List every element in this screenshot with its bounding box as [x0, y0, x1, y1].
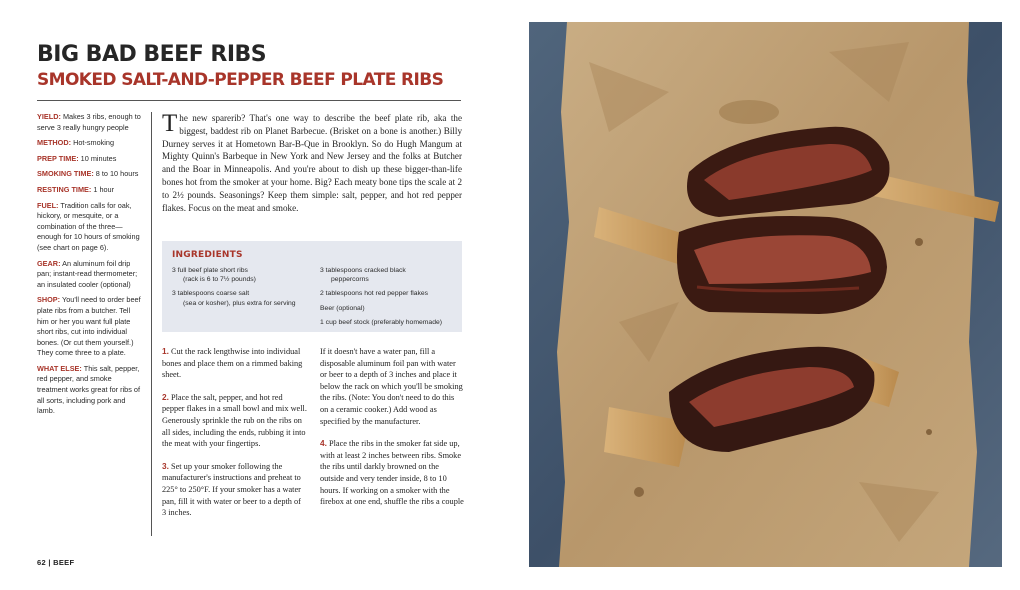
recipe-subtitle: SMOKED SALT-AND-PEPPER BEEF PLATE RIBS [37, 70, 444, 90]
ingredient-item: 2 tablespoons hot red pepper flakes [320, 290, 429, 298]
intro-text: he new sparerib? That's one way to describe the beef plate rib, aka the biggest, baddest rib on Planet Barbecue. (Brisket on a bone is another.) Billy Durney serves it at Hometown Bar-B-Que in Brooklyn. So do Hugh Mangum at Mighty Quinn's Barbeque in New York and New Jersey and the folks at Butcher and the Boar in Minneapolis. And you're about to dish up these bigger-than-life bones hot from the smoker at your home. Big? Each meaty bone tips the scale at 2 to 2½ pounds. Seasonings? Keep them simple: salt, pepper, and hot red pepper flakes. Focus on the meat and smoke. [162, 113, 462, 213]
section-name: BEEF [53, 558, 75, 567]
step-3: 3. Set up your smoker following the manufacturer's instructions and preheat to 225° to 250°F. If your smoker has a water pan, fill it with water or beer to a depth of 3 inches. [162, 460, 301, 518]
method-info: METHOD: Hot-smoking [37, 138, 115, 148]
intro-paragraph [162, 112, 462, 214]
ingredient-item: 1 cup beef stock (preferably homemade) [320, 318, 443, 326]
step-3-continued: If it doesn't have a water pan, fill a disposable aluminum foil pan with water or beer to a depth of 3 inches and place it below the rack on which you'll be smoking the ribs. (Note: You don't need to do this on a ceramic cooker.) Add wood as specified by the manufacturer. [320, 347, 463, 426]
page-number: 62 [37, 558, 46, 567]
shop-info: SHOP: You'll need to order beef plate ribs from a butcher. Tell him or her you want full plate short ribs, cut into individual bones. (Or cut them yourself.) They come three to a plate. [37, 295, 141, 358]
ingredients-heading: INGREDIENTS [172, 250, 243, 260]
prep-time-info: PREP TIME: 10 minutes [37, 153, 117, 163]
resting-time-info: RESTING TIME: 1 hour [37, 184, 115, 194]
ingredients-column-left [172, 266, 312, 313]
steps-column-right [320, 346, 464, 519]
step-4: 4. Place the ribs in the smoker fat side up, with at least 2 inches between ribs. Smoke the ribs until darkly browned on the outside and very tender inside, 8 to 10 hours. If working on a smoker with the firebox at one end, shuffle the ribs a couple [320, 438, 464, 507]
recipe-info-sidebar [37, 112, 141, 422]
yield-info: YIELD: Makes 3 ribs, enough to serve 3 really hungry people [37, 112, 141, 132]
what-else-info: WHAT ELSE: This salt, pepper, red pepper, and smoke treatment works great for ribs of all sorts, including pork and lamb. [37, 363, 141, 416]
smoking-time-info: SMOKING TIME: 8 to 10 hours [37, 169, 139, 179]
gear-info: GEAR: An aluminum foil drip pan; instant-read thermometer; an insulated cooler (optional) [37, 258, 138, 289]
ingredient-item: Beer (optional) [320, 304, 365, 312]
step-2: 2. Place the salt, pepper, and hot red pepper flakes in a small bowl and mix well. Generously sprinkle the rub on the ribs on all sides, including the ends, rubbing it into the meat with your fingertips. [162, 391, 307, 449]
fuel-info: FUEL: Tradition calls for oak, hickory, or mesquite, or a combination of the three—enough for 10 hours of smoking (see chart on page 6). [37, 200, 140, 252]
drop-cap: T [162, 110, 178, 137]
ingredients-column-right [320, 266, 460, 332]
page-footer: 62 | BEEF [37, 558, 75, 567]
ingredient-item: 3 full beef plate short ribs (rack is 6 to 7½ pounds) [172, 267, 256, 284]
recipe-title: BIG BAD BEEF RIBS [37, 42, 267, 67]
ingredients-box [162, 241, 462, 332]
step-1: 1. Cut the rack lengthwise into individual bones and place them on a rimmed baking sheet. [162, 346, 303, 380]
beef-ribs-photo [529, 22, 1002, 567]
title-rule [37, 100, 461, 101]
column-divider [151, 112, 152, 536]
ingredient-item: 3 tablespoons coarse salt (sea or kosher), plus extra for serving [172, 290, 296, 307]
ingredient-item: 3 tablespoons cracked black peppercorns [320, 267, 406, 284]
steps-column-left [162, 346, 307, 530]
